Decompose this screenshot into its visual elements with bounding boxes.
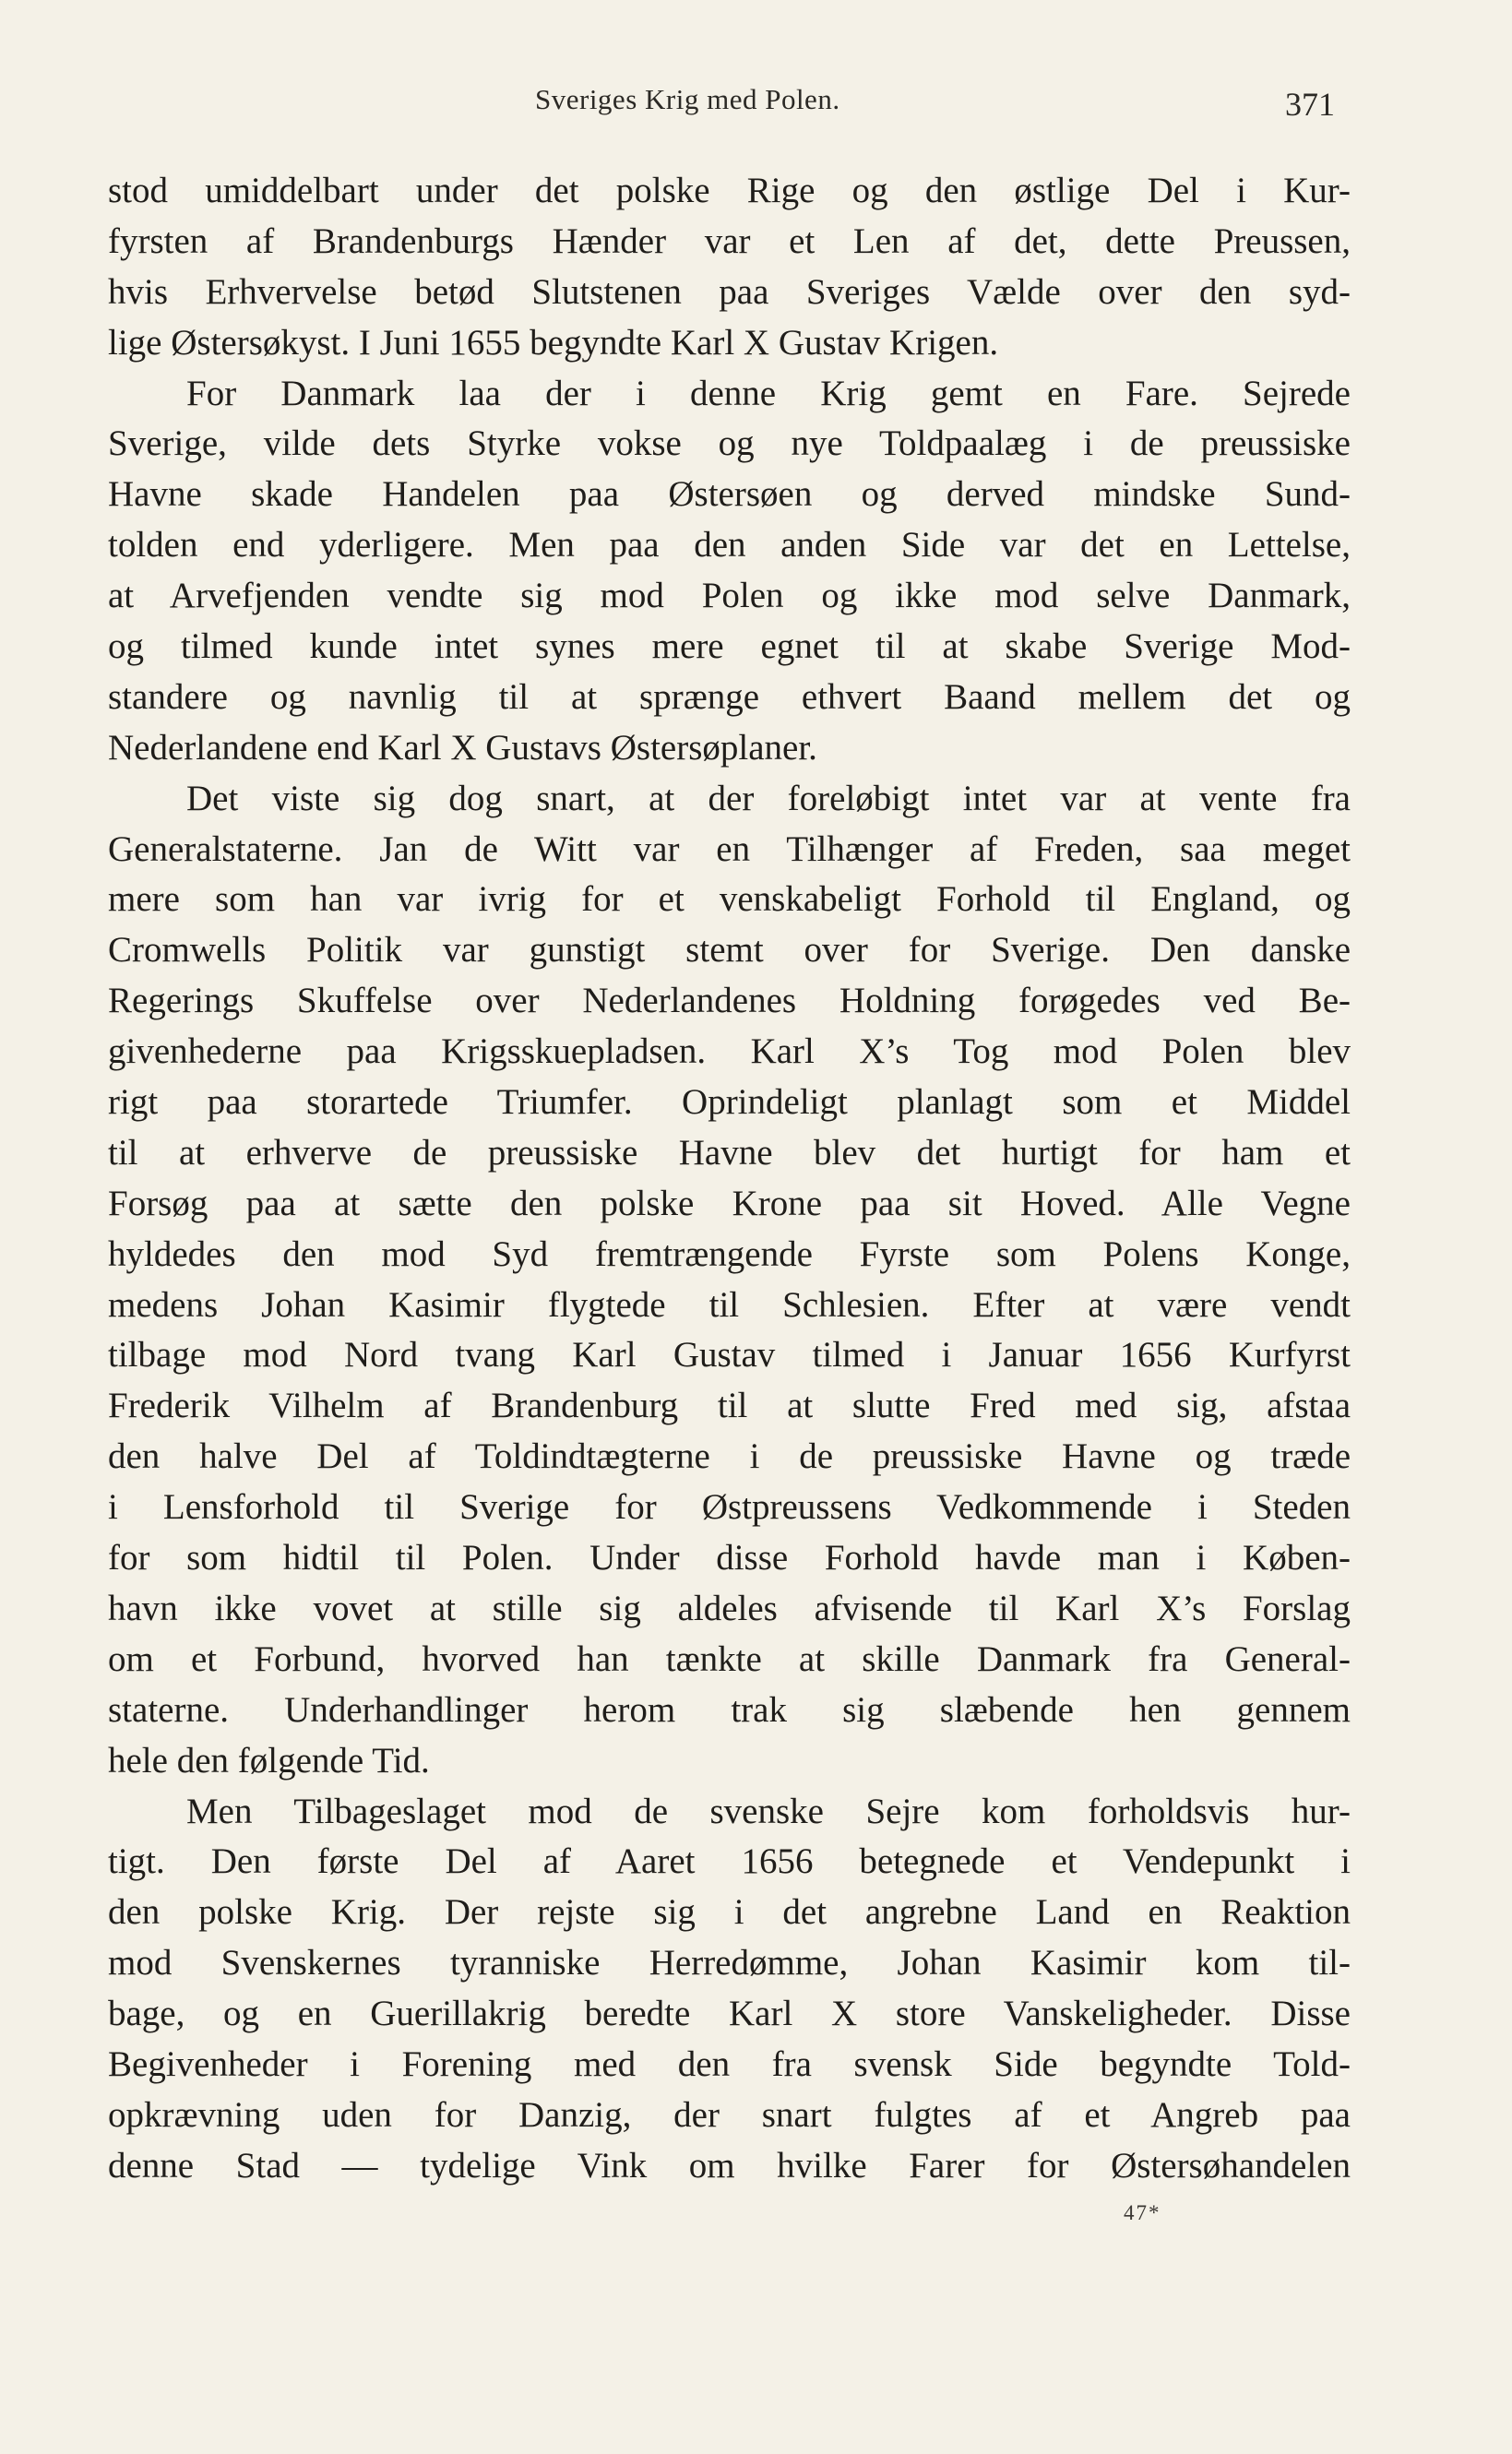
text-line: bage, og en Guerillakrig beredte Karl X store Vanskeligheder. Disse xyxy=(108,1994,1351,2034)
text-line: Men Tilbageslaget mod de svenske Sejre kom forholdsvis hur- xyxy=(186,1791,1351,1831)
text-line: tolden end yderligere. Men paa den anden Side var det en Lettelse, xyxy=(108,525,1351,566)
text-line: Begivenheder i Forening med den fra svensk Side begyndte Told- xyxy=(108,2043,1351,2084)
text-line: Det viste sig dog snart, at der foreløbigt intet var at vente fra xyxy=(186,778,1351,818)
text-line: hele den følgende Tid. xyxy=(108,1740,430,1781)
text-line: medens Johan Kasimir flygtede til Schlesien. Efter at være vendt xyxy=(108,1284,1351,1325)
text-line: Regerings Skuffelse over Nederlandenes Holdning forøgedes ved Be- xyxy=(108,981,1351,1021)
text-line: For Danmark laa der i denne Krig gemt en Fare. Sejrede xyxy=(186,373,1351,413)
text-line: havn ikke vovet at stille sig aldeles afvisende til Karl X’s Forslag xyxy=(108,1588,1351,1628)
text-line: om et Forbund, hvorved han tænkte at skille Danmark fra General- xyxy=(108,1638,1351,1679)
text-line: og tilmed kunde intet synes mere egnet til at skabe Sverige Mod- xyxy=(108,626,1351,667)
text-line: for som hidtil til Polen. Under disse Forhold havde man i Køben- xyxy=(108,1538,1351,1578)
signature-mark: 47* xyxy=(1124,2201,1161,2224)
text-line: Generalstaterne. Jan de Witt var en Tilhænger af Freden, saa meget xyxy=(108,828,1351,869)
text-line: givenhederne paa Krigsskuepladsen. Karl X’s Tog mod Polen blev xyxy=(108,1031,1351,1072)
text-line: at Arvefjenden vendte sig mod Polen og ikke mod selve Danmark, xyxy=(108,576,1351,616)
text-line: rigt paa storartede Triumfer. Oprindeligt planlagt som et Middel xyxy=(108,1082,1351,1123)
text-line: mod Svenskernes tyranniske Herredømme, Johan Kasimir kom til- xyxy=(108,1943,1351,1983)
page-number: 371 xyxy=(1285,86,1335,123)
text-line: i Lensforhold til Sverige for Østpreussens Vedkommende i Steden xyxy=(108,1487,1351,1528)
text-line: Forsøg paa at sætte den polske Krone paa sit Hoved. Alle Vegne xyxy=(108,1183,1351,1223)
text-line: tilbage mod Nord tvang Karl Gustav tilmed i Januar 1656 Kurfyrst xyxy=(108,1335,1351,1376)
text-line: staterne. Underhandlinger herom trak sig slæbende hen gennem xyxy=(108,1689,1351,1730)
text-line: lige Østersøkyst. I Juni 1655 begyndte Karl X Gustav Krigen. xyxy=(108,322,999,363)
text-line: stod umiddelbart under det polske Rige og den østlige Del i Kur- xyxy=(108,171,1351,210)
running-title: Sveriges Krig med Polen. xyxy=(535,83,840,115)
text-line: Cromwells Politik var gunstigt stemt over for Sverige. Den danske xyxy=(108,930,1351,971)
text-line: til at erhverve de preussiske Havne blev det hurtigt for ham et xyxy=(108,1132,1351,1173)
text-line: den polske Krig. Der rejste sig i det angrebne Land en Reaktion xyxy=(108,1892,1351,1933)
text-line: mere som han var ivrig for et venskabeligt Forhold til England, og xyxy=(108,879,1351,920)
text-line: tigt. Den første Del af Aaret 1656 betegnede et Vendepunkt i xyxy=(108,1841,1351,1882)
text-line: hvis Erhvervelse betød Slutstenen paa Sveriges Vælde over den syd- xyxy=(108,271,1351,312)
text-line: den halve Del af Toldindtægterne i de preussiske Havne og træde xyxy=(108,1436,1351,1477)
text-line: standere og navnlig til at sprænge ethvert Baand mellem det og xyxy=(108,676,1351,717)
text-line: Sverige, vilde dets Styrke vokse og nye Toldpaalæg i de preussiske xyxy=(108,423,1351,464)
text-line: Nederlandene end Karl X Gustavs Østersøplaner. xyxy=(108,727,817,768)
text-line: fyrsten af Brandenburgs Hænder var et Len af det, dette Preussen, xyxy=(108,220,1351,261)
text-line: opkrævning uden for Danzig, der snart fulgtes af et Angreb paa xyxy=(108,2094,1351,2135)
text-line: Frederik Vilhelm af Brandenburg til at slutte Fred med sig, afstaa xyxy=(108,1386,1351,1426)
text-line: hyldedes den mod Syd fremtrængende Fyrste som Polens Konge, xyxy=(108,1233,1351,1274)
text-line: denne Stad — tydelige Vink om hvilke Farer for Østersøhandelen xyxy=(108,2145,1351,2186)
text-line: Havne skade Handelen paa Østersøen og derved mindske Sund- xyxy=(108,474,1351,515)
body-text xyxy=(108,166,1351,2192)
